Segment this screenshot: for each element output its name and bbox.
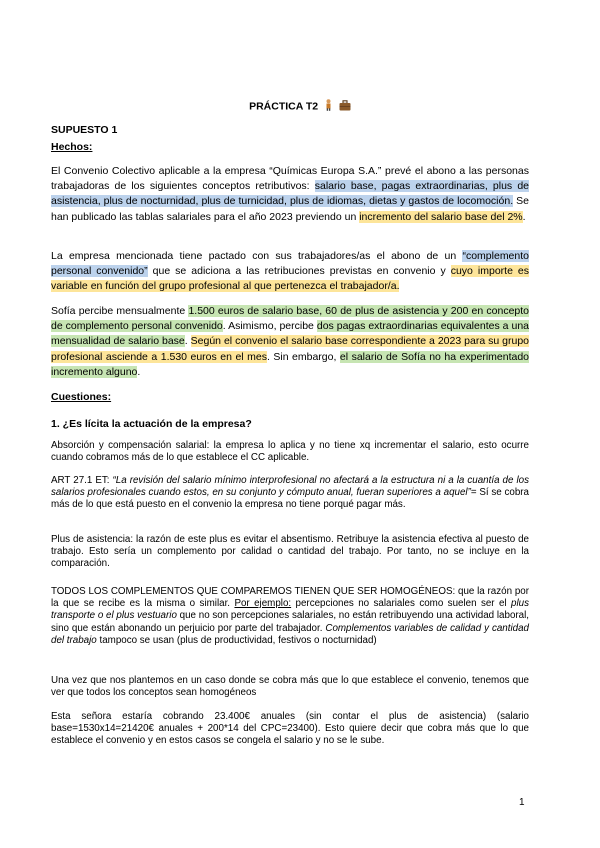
answer-calculo: Esta señora estaría cobrando 23.400€ anuales (sin contar el plus de asistencia) (salario base=1530x14=21420€ anuales + 200*14 del CPC=23400). Esto quiere decir que cobra más que lo que establece el convenio y en estos casos se congela el salario y no se le sube. [51, 711, 529, 747]
highlight-complemento: “complemento personal convenido” [51, 250, 529, 278]
question-1: 1. ¿Es lícita la actuación de la empresa? [51, 418, 252, 430]
answer-art27: ART 27.1 ET: “La revisión del salario mínimo interprofesional no afectará a la estructura ni a la cuantía de los salarios profesionales cuando estos, en su conjunto y cómputo anual, fueran superiores a aquel”= Sí se cobra más de lo que está puesto en el convenio la empresa no tiene porqué pagar más. [51, 475, 529, 511]
highlight-importe: cuyo importe es variable en función del grupo profesional al que pertenezca el trabajador/a. [51, 265, 529, 293]
highlight-convenio-salario: Según el convenio el salario base correspondiente a 2023 para su grupo profesional asciende a 1.530 euros en el mes [51, 335, 530, 363]
briefcase-icon [339, 100, 351, 114]
highlight-salario: 1.500 euros de salario base, 60 de plus de asistencia y 200 en concepto de complemento personal convenido [51, 305, 530, 333]
answer-plus-asistencia: Plus de asistencia: la razón de este plus es evitar el absentismo. Retribuye la asistencia efectiva al puesto de trabajo. Esto sería un complemento por calidad o cantidad del trabajo. Por tanto, no se incluye en la comparación. [51, 534, 529, 570]
person-icon [324, 99, 333, 114]
paragraph-complemento: La empresa mencionada tiene pactado con sus trabajadores/as el abono de un “complemento personal convenido” que se adiciona a las retribuciones previstas en convenio y cuyo importe es variable en función del grupo profesional al que pertenezca el trabajador/a. [51, 250, 529, 293]
answer-homogeneos: TODOS LOS COMPLEMENTOS QUE COMPAREMOS TIENEN QUE SER HOMOGÉNEOS: que la razón por la que se recibe es la misma o similar. Por ejemplo: percepciones no salariales como suelen ser el plus transporte o el plus vestuario que no son percepciones salariales, no están retribuyendo una actividad laboral, sino que están abonando un perjuicio por parte del trabajador. Complementos variables de calidad y cantidad del trabajo tampoco se usan (plus de productividad, festivos o nocturnidad) [51, 586, 530, 646]
paragraph-sofia: Sofía percibe mensualmente 1.500 euros de salario base, 60 de plus de asistencia y 200 en concepto de complemento personal convenido. Asimismo, percibe dos pagas extraordinarias equivalentes a una mensualidad de salario base. Según el convenio el salario base correspondiente a 2023 para su grupo profesional asciende a 1.530 euros en el mes. Sin embargo, el salario de Sofía no ha experimentado incremento alguno. [51, 305, 530, 378]
cuestiones-heading: Cuestiones: [51, 391, 112, 403]
answer-absorcion: Absorción y compensación salarial: la empresa lo aplica y no tiene xq incrementar el salario, esto ocurre cuando cobramos más de lo que establece el CC aplicable. [51, 440, 529, 464]
hechos-heading: Hechos: [51, 141, 93, 153]
highlight-conceptos: salario base, pagas extraordinarias, plus de asistencia, plus de nocturnidad, plus de turnicidad, plus de idiomas, dietas y gastos de locomoción. [51, 180, 529, 208]
page-number: 1 [519, 797, 525, 808]
paragraph-convenio: El Convenio Colectivo aplicable a la empresa “Químicas Europa S.A.” prevé el abono a las personas trabajadoras de los siguientes conceptos retributivos: salario base, pagas extraordinarias, plus de asistencia, plus de nocturnidad, plus de turnicidad, plus de idiomas, dietas y gastos de locomoción. Se han publicado las tablas salariales para el año 2023 previendo un incremento del salario base del 2%. [51, 165, 529, 223]
supuesto-heading: SUPUESTO 1 [51, 124, 118, 136]
title-text: PRÁCTICA T2 [249, 100, 319, 113]
highlight-sin-incremento: el salario de Sofía no ha experimentado incremento alguno [51, 350, 530, 378]
answer-homogeneos-check: Una vez que nos plantemos en un caso donde se cobra más que lo que establece el convenio, tenemos que ver que todos los conceptos sean homogéneos [51, 675, 529, 699]
page-title [0, 99, 600, 114]
highlight-incremento: incremento del salario base del 2% [359, 210, 523, 223]
highlight-pagas: dos pagas extraordinarias equivalentes a una mensualidad de salario base [51, 320, 529, 348]
